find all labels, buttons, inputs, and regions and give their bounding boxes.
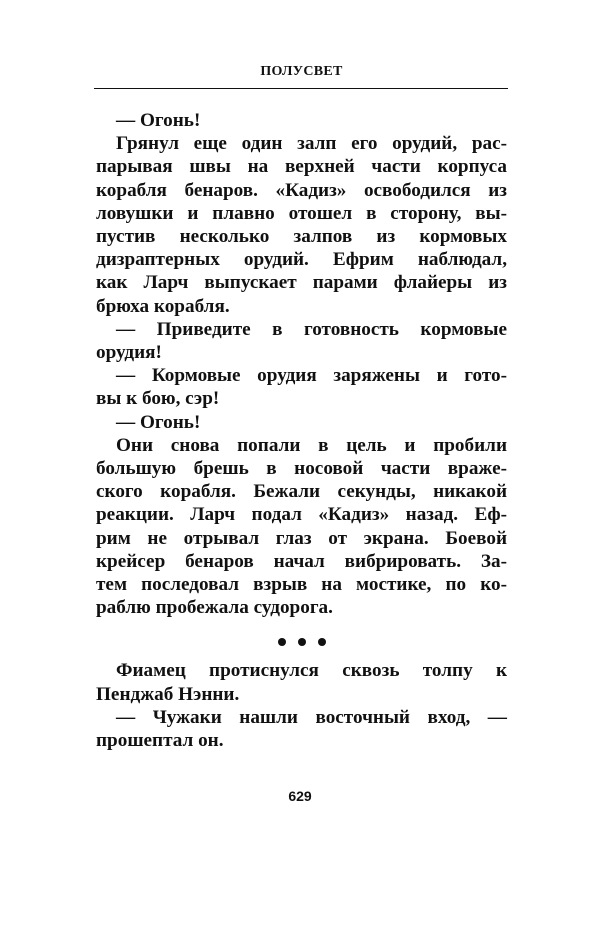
text-line: ловушки и плавно отошел в сторону, вы- [96, 202, 507, 224]
text-line: раблю пробежала судорога. [96, 597, 333, 619]
text-line: крейсер бенаров начал вибрировать. За- [96, 550, 507, 572]
text-line: парывая швы на верхней части корпуса [96, 156, 507, 178]
text-line: орудия! [96, 342, 162, 364]
text-line: — Огонь! [116, 110, 201, 131]
text-line: Пенджаб Нэнни. [96, 683, 240, 705]
section-separator-asterisks [96, 619, 507, 659]
text-line: — Кормовые орудия заряжены и гото- [116, 365, 507, 387]
text-block-after-separator [96, 659, 507, 752]
text-line: — Огонь! [116, 411, 201, 433]
text-line: пустив несколько залпов из кормовых [96, 226, 507, 248]
text-line: брюха корабля. [96, 295, 230, 317]
page-number: 629 [288, 788, 312, 804]
text-line: Они снова попали в цель и пробили [116, 434, 507, 456]
text-line: — Приведите в готовность кормовые [116, 318, 507, 340]
text-line: как Ларч выпускает парами флайеры из [96, 272, 507, 294]
asterisk-icon [318, 638, 326, 646]
asterisk-icon [278, 638, 286, 646]
text-line: Грянул еще один залп его орудий, рас- [116, 133, 507, 155]
text-block-before-separator [96, 109, 507, 619]
header-rule-divider [94, 88, 508, 89]
running-head-title: ПОЛУСВЕТ [260, 64, 343, 79]
text-line: Фиамец протиснулся сквозь толпу к [116, 660, 507, 682]
body-text [96, 109, 507, 752]
text-line: вы к бою, сэр! [96, 388, 220, 410]
text-line: рим не отрывал глаз от экрана. Боевой [96, 527, 507, 549]
text-line: — Чужаки нашли восточный вход, — [116, 706, 507, 728]
text-line: прошептал он. [96, 730, 224, 752]
text-line: корабля бенаров. «Кадиз» освободился из [96, 179, 507, 201]
text-line: ского корабля. Бежали секунды, никакой [96, 481, 507, 503]
text-line: дизраптерных орудий. Ефрим наблюдал, [96, 249, 507, 271]
asterisk-icon [298, 638, 306, 646]
text-line: реакции. Ларч подал «Кадиз» назад. Еф- [96, 504, 507, 526]
text-line: тем последовал взрыв на мостике, по ко- [96, 574, 507, 596]
text-line: большую брешь в носовой части враже- [96, 458, 507, 480]
